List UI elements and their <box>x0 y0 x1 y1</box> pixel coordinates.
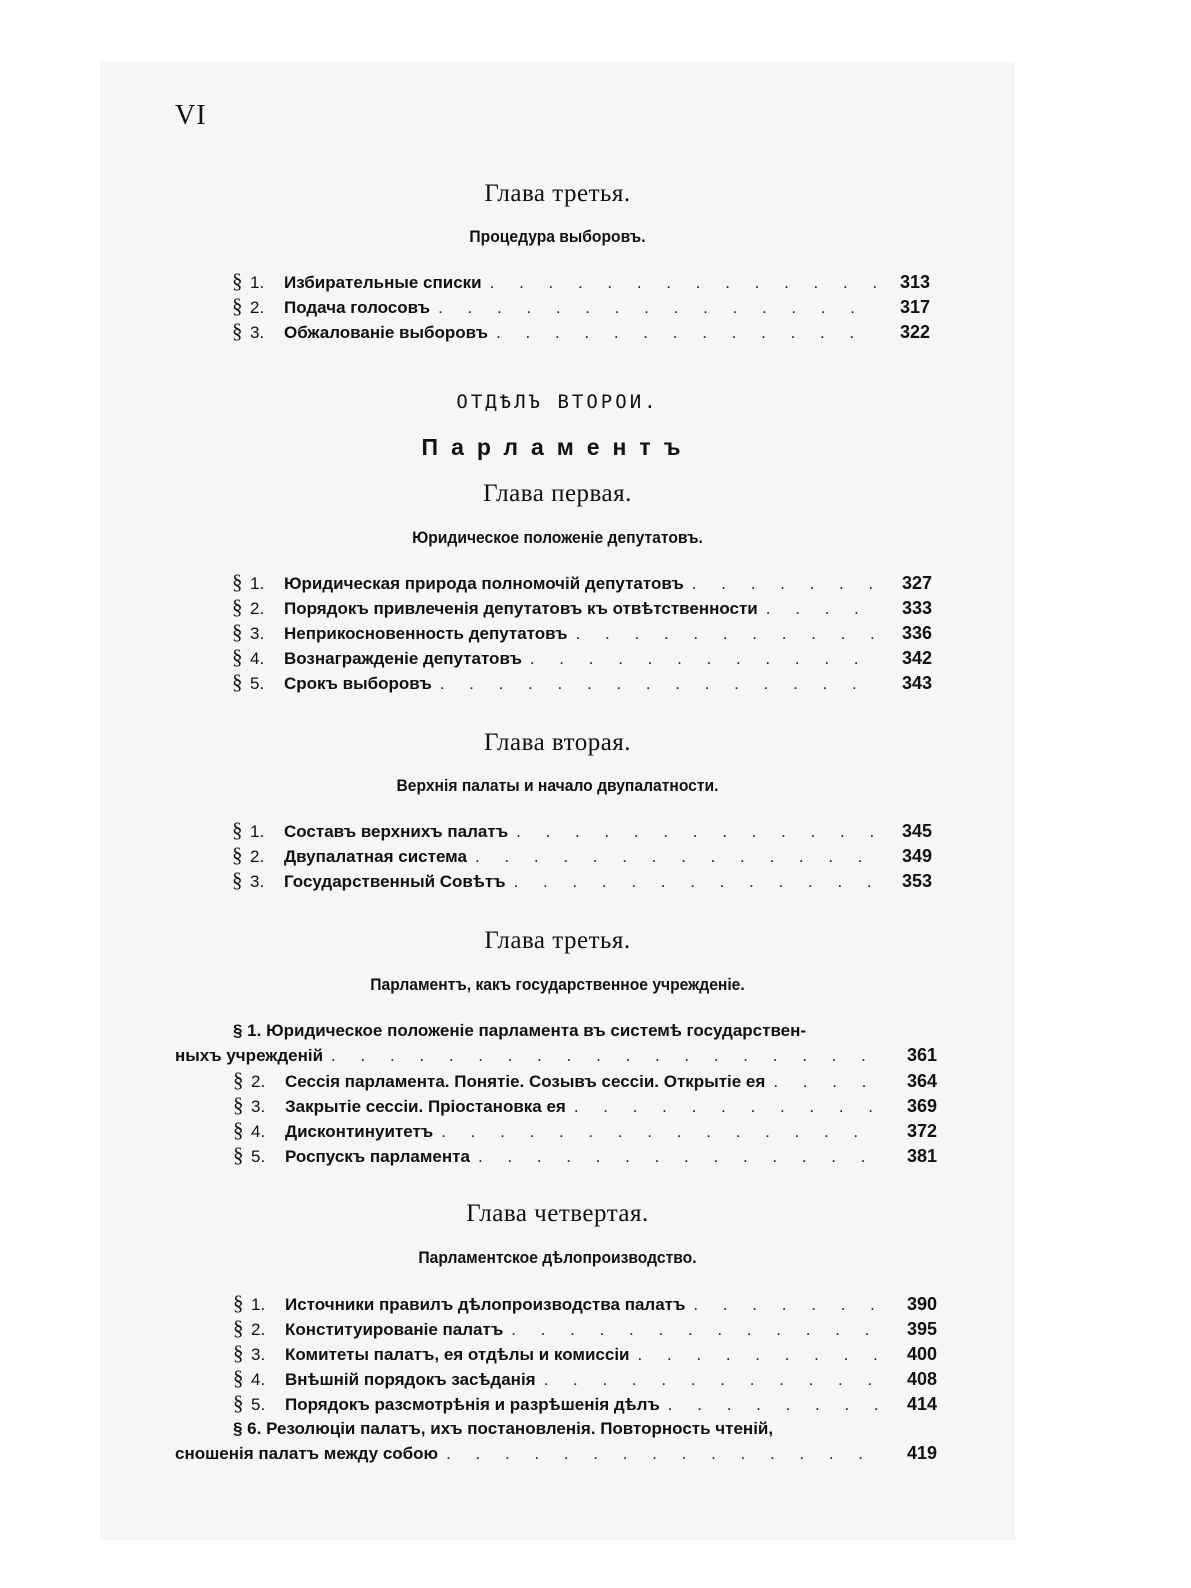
entry-number: 4. <box>250 649 265 668</box>
chapter-heading: Глава третья. <box>484 180 631 207</box>
entry-title: Роспускъ парламента <box>285 1147 470 1166</box>
toc-entry[interactable] <box>175 1068 937 1093</box>
section-sign: § <box>232 294 243 318</box>
leader-dots <box>692 571 878 596</box>
section-sign: § <box>233 1291 244 1315</box>
entry-page: 336 <box>901 623 932 643</box>
toc-entry[interactable] <box>175 1316 937 1341</box>
toc-entry[interactable] <box>232 319 930 344</box>
entry-page: 414 <box>906 1394 937 1414</box>
entry-number: 4. <box>251 1122 266 1141</box>
toc-entry[interactable] <box>232 670 932 695</box>
entry-title: Государственный Совѣтъ <box>284 872 506 891</box>
toc-entry-line1[interactable]: § 6. Резолюціи палатъ, ихъ постановленія. Повторность чтеній, <box>233 1419 774 1438</box>
entry-number: 2. <box>250 599 265 618</box>
toc-entry-line2[interactable] <box>175 1441 937 1466</box>
chapter-subtitle: Юридическое положеніе депутатовъ. <box>412 528 703 547</box>
entry-page: 333 <box>901 598 932 618</box>
entry-title: Источники правилъ дѣлопроизводства палатъ <box>285 1295 686 1314</box>
entry-page: 322 <box>899 322 930 342</box>
leader-dots <box>490 270 876 295</box>
section-sign: § <box>232 319 243 343</box>
entry-number: 5. <box>251 1395 266 1414</box>
entry-page: 381 <box>906 1146 937 1166</box>
leader-dots <box>766 596 878 621</box>
entry-title: Внѣшній порядокъ засѣданія <box>285 1370 536 1389</box>
entry-page: 364 <box>906 1071 937 1091</box>
entry-title: Закрытіе сессіи. Пріостановка ея <box>285 1097 566 1116</box>
entry-title: Обжалованіе выборовъ <box>284 323 489 342</box>
leader-dots <box>511 1317 883 1342</box>
section-sign: § <box>232 645 243 669</box>
entry-page: 327 <box>901 573 932 593</box>
toc-entry[interactable] <box>232 294 930 319</box>
entry-title: Порядокъ разсмотрѣнія и разрѣшенія дѣлъ <box>285 1395 660 1414</box>
toc-list <box>232 269 930 344</box>
entry-title: ныхъ учрежденій <box>175 1046 324 1065</box>
toc-list <box>232 818 932 893</box>
toc-entry[interactable] <box>232 570 932 595</box>
entry-page: 390 <box>906 1294 937 1314</box>
section-sign: § <box>232 570 243 594</box>
entry-title: Двупалатная система <box>284 847 467 866</box>
entry-title: Порядокъ привлеченія депутатовъ къ отвѣтственности <box>284 599 758 618</box>
section-sign: § <box>232 868 243 892</box>
leader-dots <box>331 1043 883 1068</box>
entry-page: 353 <box>901 871 932 891</box>
entry-title: Срокъ выборовъ <box>284 674 432 693</box>
chapter-heading: Глава вторая. <box>483 729 632 756</box>
chapter-heading: Глава первая. <box>483 480 632 507</box>
section-sign: § <box>232 843 243 867</box>
leader-dots <box>668 1392 883 1417</box>
entry-title: Составъ верхнихъ палатъ <box>284 822 509 841</box>
entry-number: 3. <box>250 323 265 342</box>
toc-entry[interactable] <box>175 1143 937 1168</box>
entry-page: 342 <box>901 648 932 668</box>
toc-list <box>232 570 932 695</box>
part-heading: ОТДѢЛЪ ВТОРОИ. <box>456 391 659 413</box>
section-sign: § <box>232 595 243 619</box>
chapter-subtitle: Парламентъ, какъ государственное учрежденіе. <box>370 975 745 994</box>
entry-number: 1. <box>250 574 265 593</box>
entry-number: 1. <box>251 1295 266 1314</box>
toc-entry[interactable] <box>232 868 932 893</box>
leader-dots <box>516 819 878 844</box>
entry-page: 313 <box>899 272 930 292</box>
toc-entry[interactable] <box>175 1093 937 1118</box>
section-sign: § <box>233 1118 244 1142</box>
entry-number: 2. <box>251 1072 266 1091</box>
toc-entry[interactable] <box>232 645 932 670</box>
entry-page: 369 <box>906 1096 937 1116</box>
toc-entry[interactable] <box>175 1391 937 1416</box>
leader-dots <box>773 1069 883 1094</box>
section-sign: § <box>233 1316 244 1340</box>
toc-entry[interactable] <box>175 1291 937 1316</box>
entry-number: 3. <box>250 872 265 891</box>
entry-number: 3. <box>251 1097 266 1116</box>
chapter-subtitle: Верхнія палаты и начало двупалатности. <box>396 776 719 795</box>
chapter-heading: Глава четвертая. <box>466 1200 649 1227</box>
leader-dots <box>514 869 878 894</box>
toc-entry[interactable] <box>175 1341 937 1366</box>
leader-dots <box>530 646 878 671</box>
entry-page: 317 <box>899 297 930 317</box>
section-sign: § <box>233 1093 244 1117</box>
chapter-subtitle: Процедура выборовъ. <box>469 227 646 246</box>
entry-number: 4. <box>251 1370 266 1389</box>
toc-list <box>175 1018 937 1168</box>
entry-title: Дисконтинуитетъ <box>285 1122 434 1141</box>
entry-number: 5. <box>250 674 265 693</box>
toc-entry-line1[interactable]: § 1. Юридическое положеніе парламента въ системѣ государствен- <box>233 1021 807 1040</box>
entry-page: 408 <box>906 1369 937 1389</box>
section-sign: § <box>233 1068 244 1092</box>
entry-title: сношенія палатъ между собою <box>175 1444 439 1463</box>
toc-entry[interactable] <box>232 818 932 843</box>
page-number: VI <box>175 100 207 131</box>
entry-page: 400 <box>906 1344 937 1364</box>
section-sign: § <box>232 269 243 293</box>
section-sign: § <box>232 818 243 842</box>
entry-number: 2. <box>250 847 265 866</box>
entry-page: 345 <box>901 821 932 841</box>
entry-number: 2. <box>250 298 265 317</box>
section-sign: § <box>233 1341 244 1365</box>
toc-entry[interactable] <box>175 1366 937 1391</box>
section-sign: § <box>233 1391 244 1415</box>
entry-title: Вознагражденіе депутатовъ <box>284 649 522 668</box>
section-sign: § <box>233 1143 244 1167</box>
leader-dots <box>478 1144 883 1169</box>
toc-entry[interactable] <box>232 620 932 645</box>
entry-number: 1. <box>250 822 265 841</box>
part-title: Парламентъ <box>421 434 694 460</box>
entry-title: Избирательные списки <box>284 273 482 292</box>
book-page <box>100 62 1015 1540</box>
entry-number: 1. <box>250 273 265 292</box>
entry-title: Юридическая природа полномочій депутатовъ <box>284 574 684 593</box>
entry-number: 2. <box>251 1320 266 1339</box>
entry-page: 343 <box>901 673 932 693</box>
entry-number: 3. <box>250 624 265 643</box>
entry-title: Сессія парламента. Понятіе. Созывъ сессіи. Открытіе ея <box>285 1072 766 1091</box>
leader-dots <box>574 1094 883 1119</box>
leader-dots <box>438 295 876 320</box>
leader-dots <box>441 1119 883 1144</box>
leader-dots <box>638 1342 884 1367</box>
leader-dots <box>496 320 876 345</box>
entry-number: 5. <box>251 1147 266 1166</box>
section-sign: § <box>232 670 243 694</box>
toc-entry[interactable] <box>232 843 932 868</box>
leader-dots <box>576 621 878 646</box>
entry-title: Подача голосовъ <box>284 298 431 317</box>
leader-dots <box>693 1292 883 1317</box>
toc-entry[interactable] <box>175 1118 937 1143</box>
entry-title: Комитеты палатъ, ея отдѣлы и комиссіи <box>285 1345 630 1364</box>
entry-title: Конституированіе палатъ <box>285 1320 504 1339</box>
entry-number: 3. <box>251 1345 266 1364</box>
chapter-heading: Глава третья. <box>484 927 631 954</box>
entry-title: Неприкосновенность депутатовъ <box>284 624 568 643</box>
toc-entry-line2[interactable] <box>175 1043 937 1068</box>
leader-dots <box>446 1441 883 1466</box>
toc-entry[interactable] <box>232 595 932 620</box>
entry-page: 395 <box>906 1319 937 1339</box>
leader-dots <box>440 671 878 696</box>
entry-page: 372 <box>906 1121 937 1141</box>
entry-page: 361 <box>906 1045 937 1065</box>
chapter-subtitle: Парламентское дѣлопроизводство. <box>418 1248 697 1267</box>
entry-page: 349 <box>901 846 932 866</box>
entry-page: 419 <box>906 1443 937 1463</box>
leader-dots <box>544 1367 883 1392</box>
toc-entry[interactable] <box>232 269 930 294</box>
toc-list <box>175 1291 937 1466</box>
leader-dots <box>475 844 878 869</box>
section-sign: § <box>233 1366 244 1390</box>
section-sign: § <box>232 620 243 644</box>
